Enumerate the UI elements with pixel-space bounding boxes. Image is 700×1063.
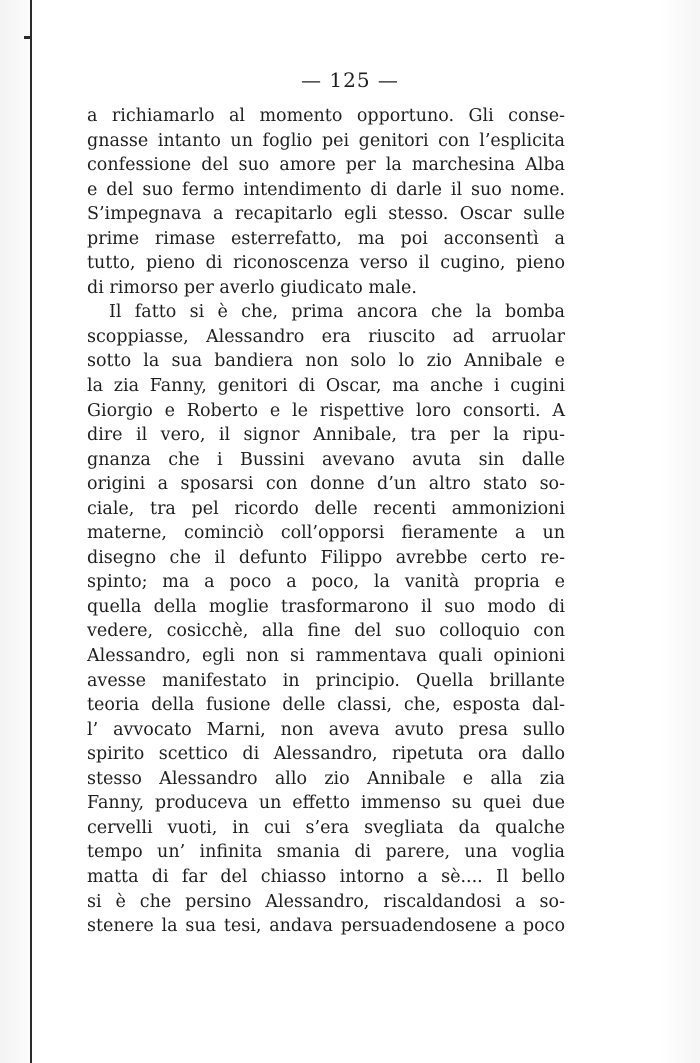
text-line: tempo un’ infinita smania di parere, una voglia bbox=[87, 842, 565, 863]
text-line: ciale, tra pel ricordo delle recenti ammonizioni bbox=[87, 498, 565, 519]
text-line: Il fatto si è che, prima ancora che la bomba bbox=[109, 302, 565, 323]
text-line: vedere, cosicchè, alla fine del suo colloquio con bbox=[87, 621, 565, 642]
text-line: stesso Alessandro allo zio Annibale e alla zia bbox=[87, 768, 565, 789]
page-number: — 125 — bbox=[301, 68, 399, 92]
text-line: matta di far del chiasso intorno a sè.... Il bello bbox=[87, 866, 565, 887]
text-line: quella della moglie trasformarono il suo modo di bbox=[87, 596, 565, 617]
text-line: Giorgio e Roberto e le rispettive loro consorti. A bbox=[87, 400, 565, 421]
text-line: confessione del suo amore per la marchesina Alba bbox=[87, 155, 565, 176]
text-line: gnasse intanto un foglio pei genitori con l’esplicita bbox=[87, 130, 565, 151]
text-line: sotto la sua bandiera non solo lo zio Annibale e bbox=[87, 351, 565, 372]
text-line: dire il vero, il signor Annibale, tra per la ripu- bbox=[87, 425, 565, 446]
text-line: disegno che il defunto Filippo avrebbe certo re- bbox=[87, 547, 565, 568]
text-line: la zia Fanny, genitori di Oscar, ma anche i cugini bbox=[87, 376, 565, 397]
text-line: gnanza che i Bussini avevano avuta sin dalle bbox=[87, 449, 565, 470]
text-line: origini a sposarsi con donne d’un altro stato so- bbox=[87, 474, 565, 495]
text-line: scoppiasse, Alessandro era riuscito ad arruolar bbox=[87, 326, 565, 347]
text-line: tutto, pieno di riconoscenza verso il cugino, pieno bbox=[87, 253, 565, 274]
text-line: Alessandro, egli non si rammentava quali opinioni bbox=[87, 646, 565, 667]
text-line: teoria della fusione delle classi, che, esposta dal- bbox=[87, 695, 565, 716]
text-line: prime rimase esterrefatto, ma poi acconsentì a bbox=[87, 228, 565, 249]
page-binding-edge bbox=[30, 0, 32, 1063]
page-edge-mark bbox=[24, 36, 32, 39]
text-line: e del suo fermo intendimento di darle il suo nome. bbox=[87, 179, 565, 200]
text-line: di rimorso per averlo giudicato male. bbox=[87, 277, 417, 298]
text-line: spinto; ma a poco a poco, la vanità propria e bbox=[87, 572, 565, 593]
text-line: cervelli vuoti, in cui s’era svegliata da qualche bbox=[87, 817, 565, 838]
text-line: avesse manifestato in principio. Quella brillante bbox=[87, 670, 565, 691]
text-line: si è che persino Alessandro, riscaldandosi a so- bbox=[87, 891, 565, 912]
text-line: a richiamarlo al momento opportuno. Gli conse- bbox=[87, 106, 565, 126]
body-text bbox=[87, 104, 565, 939]
text-line: l’ avvocato Marni, non aveva avuto presa sullo bbox=[87, 719, 565, 740]
text-line: stenere la sua tesi, andava persuadendosene a poco bbox=[87, 916, 565, 937]
text-line: S’impegnava a recapitarlo egli stesso. Oscar sulle bbox=[87, 204, 565, 225]
text-line: Fanny, produceva un effetto immenso su quei due bbox=[87, 793, 565, 814]
text-line: spirito scettico di Alessandro, ripetuta ora dallo bbox=[87, 744, 565, 765]
text-line: materne, cominciò coll’opporsi fieramente a un bbox=[87, 523, 565, 544]
